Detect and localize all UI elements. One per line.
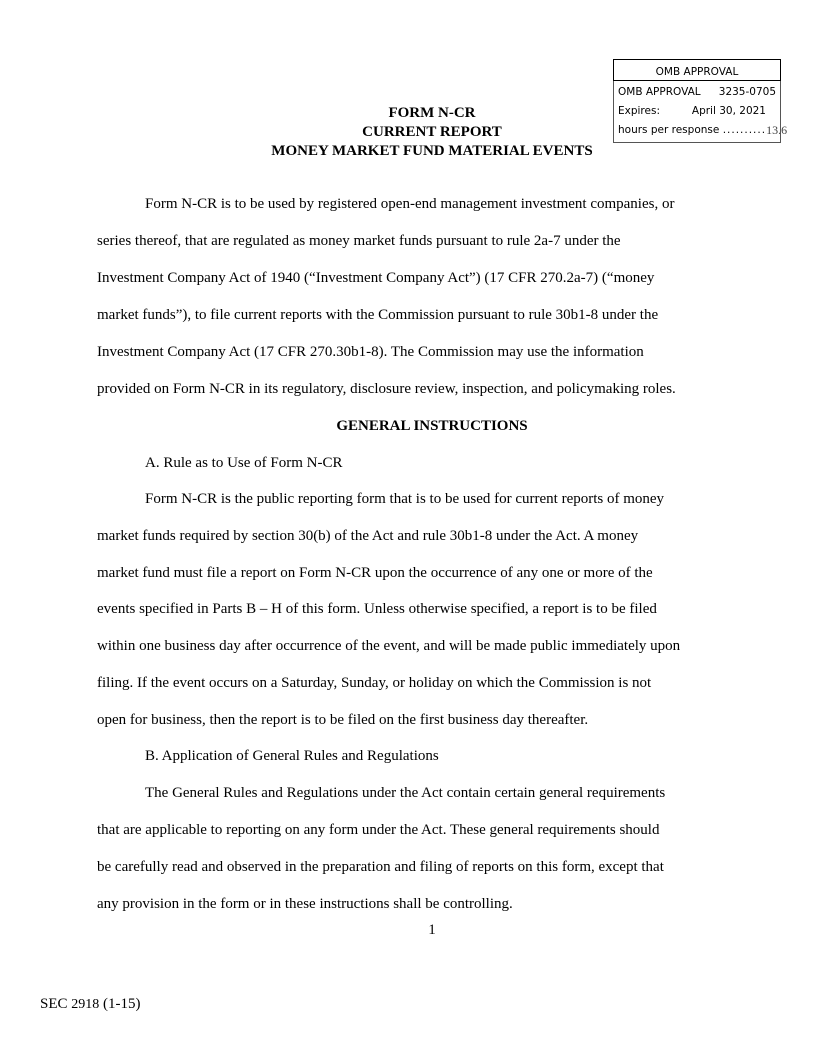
omb-hours-label: hours per response bbox=[618, 124, 720, 136]
intro-line: provided on Form N-CR in its regulatory, disclosure review, inspection, and policymaking roles. bbox=[97, 381, 676, 397]
section-a-line: events specified in Parts B – H of this form. Unless otherwise specified, a report is to be filed bbox=[97, 601, 657, 617]
form-subtitle-2: MONEY MARKET FUND MATERIAL EVENTS bbox=[271, 143, 593, 159]
section-b-line: be carefully read and observed in the preparation and filing of reports on this form, except that bbox=[97, 859, 664, 875]
intro-line: market funds”), to file current reports with the Commission pursuant to rule 30b1-8 under the bbox=[97, 307, 659, 323]
intro-line: series thereof, that are regulated as money market funds pursuant to rule 2a-7 under the bbox=[97, 233, 621, 249]
form-footer bbox=[40, 996, 141, 1013]
section-a-line: market funds required by section 30(b) of the Act and rule 30b1-8 under the Act. A money bbox=[97, 528, 639, 544]
section-b-line: The General Rules and Regulations under the Act contain certain general requirements bbox=[145, 785, 666, 801]
omb-hours-dots: .......... bbox=[722, 124, 767, 136]
omb-number-value: 3235-0705 bbox=[718, 86, 776, 98]
footer-number: 2918 bbox=[71, 997, 100, 1012]
form-subtitle: CURRENT REPORT bbox=[362, 124, 502, 140]
section-a-line: filing. If the event occurs on a Saturday, Sunday, or holiday on which the Commission is not bbox=[97, 675, 652, 691]
section-a-line: within one business day after occurrence of the event, and will be made public immediately upon bbox=[97, 638, 681, 654]
omb-header: OMB APPROVAL bbox=[613, 59, 781, 81]
omb-hours-value: 13.6 bbox=[766, 123, 788, 137]
section-a-line: Form N-CR is the public reporting form that is to be used for current reports of money bbox=[145, 491, 665, 507]
footer-suffix: (1-15) bbox=[103, 996, 141, 1012]
section-b-line: any provision in the form or in these instructions shall be controlling. bbox=[97, 896, 513, 912]
section-a-line: market fund must file a report on Form N-CR upon the occurrence of any one or more of the bbox=[97, 565, 653, 581]
footer-prefix: SEC bbox=[40, 996, 68, 1012]
form-title: FORM N-CR bbox=[388, 105, 476, 121]
omb-number-label: OMB APPROVAL bbox=[618, 86, 701, 98]
intro-line: Form N-CR is to be used by registered open-end management investment companies, or bbox=[145, 196, 675, 212]
general-instructions-heading: GENERAL INSTRUCTIONS bbox=[336, 418, 528, 434]
omb-expires-label: Expires: bbox=[618, 105, 660, 117]
section-a-line: open for business, then the report is to be filed on the first business day thereafter. bbox=[97, 712, 589, 728]
page-number: 1 bbox=[428, 922, 436, 938]
omb-expires-value: April 30, 2021 bbox=[691, 105, 766, 117]
section-a-heading: A. Rule as to Use of Form N-CR bbox=[145, 455, 343, 471]
intro-line: Investment Company Act (17 CFR 270.30b1-8). The Commission may use the information bbox=[97, 344, 644, 360]
intro-line: Investment Company Act of 1940 (“Investment Company Act”) (17 CFR 270.2a-7) (“money bbox=[97, 270, 655, 286]
section-b-heading: B. Application of General Rules and Regulations bbox=[145, 748, 439, 764]
omb-row-number bbox=[618, 83, 776, 102]
section-b-line: that are applicable to reporting on any form under the Act. These general requirements should bbox=[97, 822, 660, 838]
